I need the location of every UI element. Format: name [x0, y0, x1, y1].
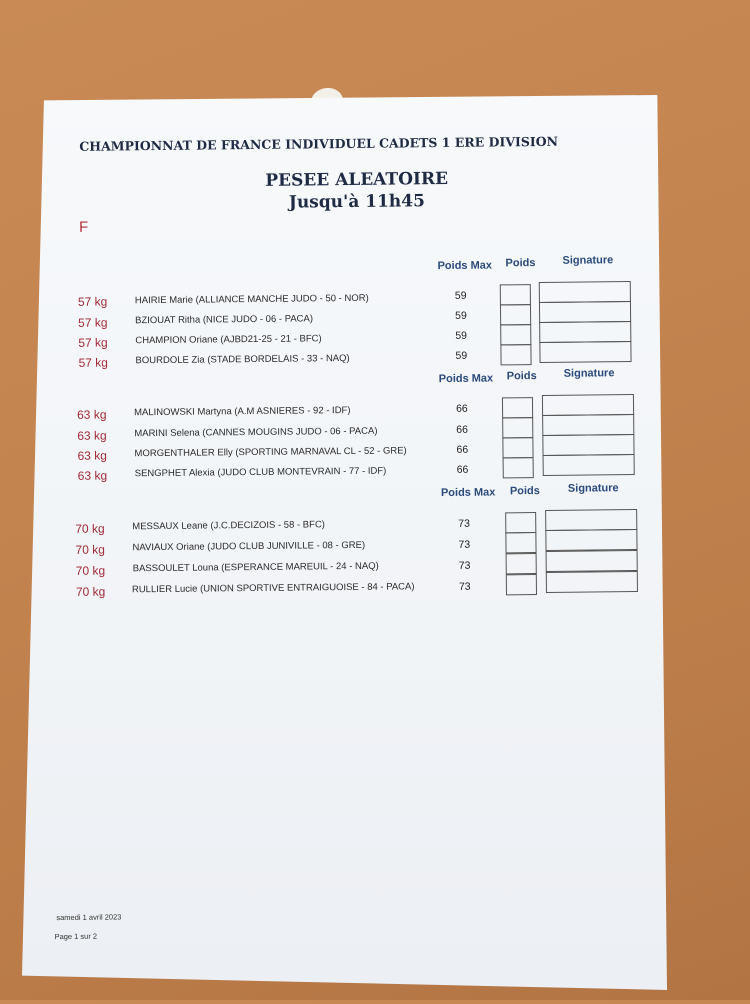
document-title: PESEE ALEATOIRE: [265, 168, 449, 191]
max-weight: 73: [458, 580, 471, 593]
column-header-poids: Poids: [506, 370, 537, 383]
signature-box[interactable]: [543, 454, 635, 476]
poids-box[interactable]: [506, 553, 537, 574]
column-header-poids: Poids: [509, 485, 540, 498]
column-header-signature: Signature: [562, 254, 614, 267]
athlete-entry: MORGENTHALER Elly (SPORTING MARNAVAL CL - 52 - GRE): [134, 445, 407, 460]
poids-box[interactable]: [500, 304, 531, 325]
weight-category: 70 kg: [75, 584, 106, 599]
weight-category: 63 kg: [77, 407, 107, 422]
footer-page-number: Page 1 sur 2: [54, 931, 98, 942]
max-weight: 66: [455, 402, 468, 415]
column-header-poids: Poids: [505, 257, 536, 270]
poids-box[interactable]: [500, 284, 531, 305]
signature-box[interactable]: [545, 529, 637, 551]
weight-category: 57 kg: [77, 294, 108, 309]
poids-box[interactable]: [502, 437, 533, 458]
max-weight: 73: [458, 517, 471, 530]
signature-box[interactable]: [539, 321, 631, 343]
poids-box[interactable]: [503, 457, 534, 478]
signature-box[interactable]: [539, 301, 631, 323]
max-weight: 59: [454, 289, 467, 302]
weight-category: 57 kg: [78, 315, 108, 330]
athlete-entry: HAIRIE Marie (ALLIANCE MANCHE JUDO - 50 - NOR): [134, 292, 369, 307]
poids-box[interactable]: [500, 324, 531, 345]
athlete-entry: MALINOWSKI Martyna (A.M ASNIERES - 92 - IDF): [134, 404, 351, 419]
poids-box[interactable]: [505, 532, 536, 553]
signature-box[interactable]: [539, 281, 631, 303]
column-header-signature: Signature: [567, 482, 619, 495]
max-weight: 66: [456, 423, 469, 436]
max-weight: 73: [458, 538, 471, 551]
column-header-poids-max: Poids Max: [437, 259, 493, 273]
signature-box[interactable]: [542, 394, 634, 416]
poids-box[interactable]: [506, 574, 537, 595]
poids-box[interactable]: [502, 417, 533, 438]
athlete-entry: BASSOULET Louna (ESPERANCE MAREUIL - 24 - NAQ): [132, 560, 379, 575]
weight-category: 57 kg: [78, 335, 108, 350]
weight-category: 70 kg: [75, 542, 105, 557]
athlete-entry: MARINI Selena (CANNES MOUGINS JUDO - 06 - PACA): [134, 425, 378, 440]
athlete-entry: BOURDOLE Zia (STADE BORDELAIS - 33 - NAQ): [135, 352, 350, 367]
gender-label: F: [79, 218, 89, 236]
max-weight: 66: [456, 443, 469, 456]
signature-box[interactable]: [546, 571, 638, 593]
athlete-entry: MESSAUX Leane (J.C.DECIZOIS - 58 - BFC): [132, 519, 326, 533]
athlete-entry: BZIOUAT Ritha (NICE JUDO - 06 - PACA): [135, 313, 314, 327]
athlete-entry: SENGPHET Alexia (JUDO CLUB MONTEVRAIN - 77 - IDF): [134, 465, 387, 480]
athlete-entry: RULLIER Lucie (UNION SPORTIVE ENTRAIGUOISE - 84 - PACA): [131, 581, 415, 596]
max-weight: 59: [455, 309, 467, 322]
max-weight: 59: [455, 329, 468, 342]
document-subtitle: Jusqu'à 11h45: [288, 191, 425, 213]
column-header-poids-max: Poids Max: [440, 486, 496, 500]
max-weight: 73: [458, 559, 471, 572]
signature-box[interactable]: [542, 434, 634, 456]
weight-category: 70 kg: [75, 563, 106, 578]
poids-box[interactable]: [502, 397, 533, 418]
poids-box[interactable]: [500, 344, 531, 365]
weight-category: 63 kg: [77, 428, 107, 443]
poids-box[interactable]: [505, 512, 536, 533]
column-header-signature: Signature: [563, 367, 615, 380]
weight-category: 63 kg: [77, 468, 108, 483]
max-weight: 59: [455, 349, 468, 362]
max-weight: 66: [456, 463, 469, 476]
signature-box[interactable]: [546, 550, 638, 572]
athlete-entry: NAVIAUX Oriane (JUDO CLUB JUNIVILLE - 08 - GRE): [132, 539, 366, 554]
signature-box[interactable]: [539, 341, 631, 363]
column-header-poids-max: Poids Max: [438, 372, 494, 386]
signature-box[interactable]: [542, 414, 634, 436]
weight-category: 57 kg: [78, 355, 108, 370]
athlete-entry: CHAMPION Oriane (AJBD21-25 - 21 - BFC): [135, 333, 322, 347]
signature-box[interactable]: [545, 509, 637, 531]
weight-category: 63 kg: [77, 448, 107, 463]
footer-date: samedi 1 avril 2023: [56, 912, 122, 923]
championship-title: CHAMPIONNAT DE FRANCE INDIVIDUEL CADETS 1 ERE DIVISION: [79, 133, 559, 154]
weight-category: 70 kg: [75, 521, 105, 536]
